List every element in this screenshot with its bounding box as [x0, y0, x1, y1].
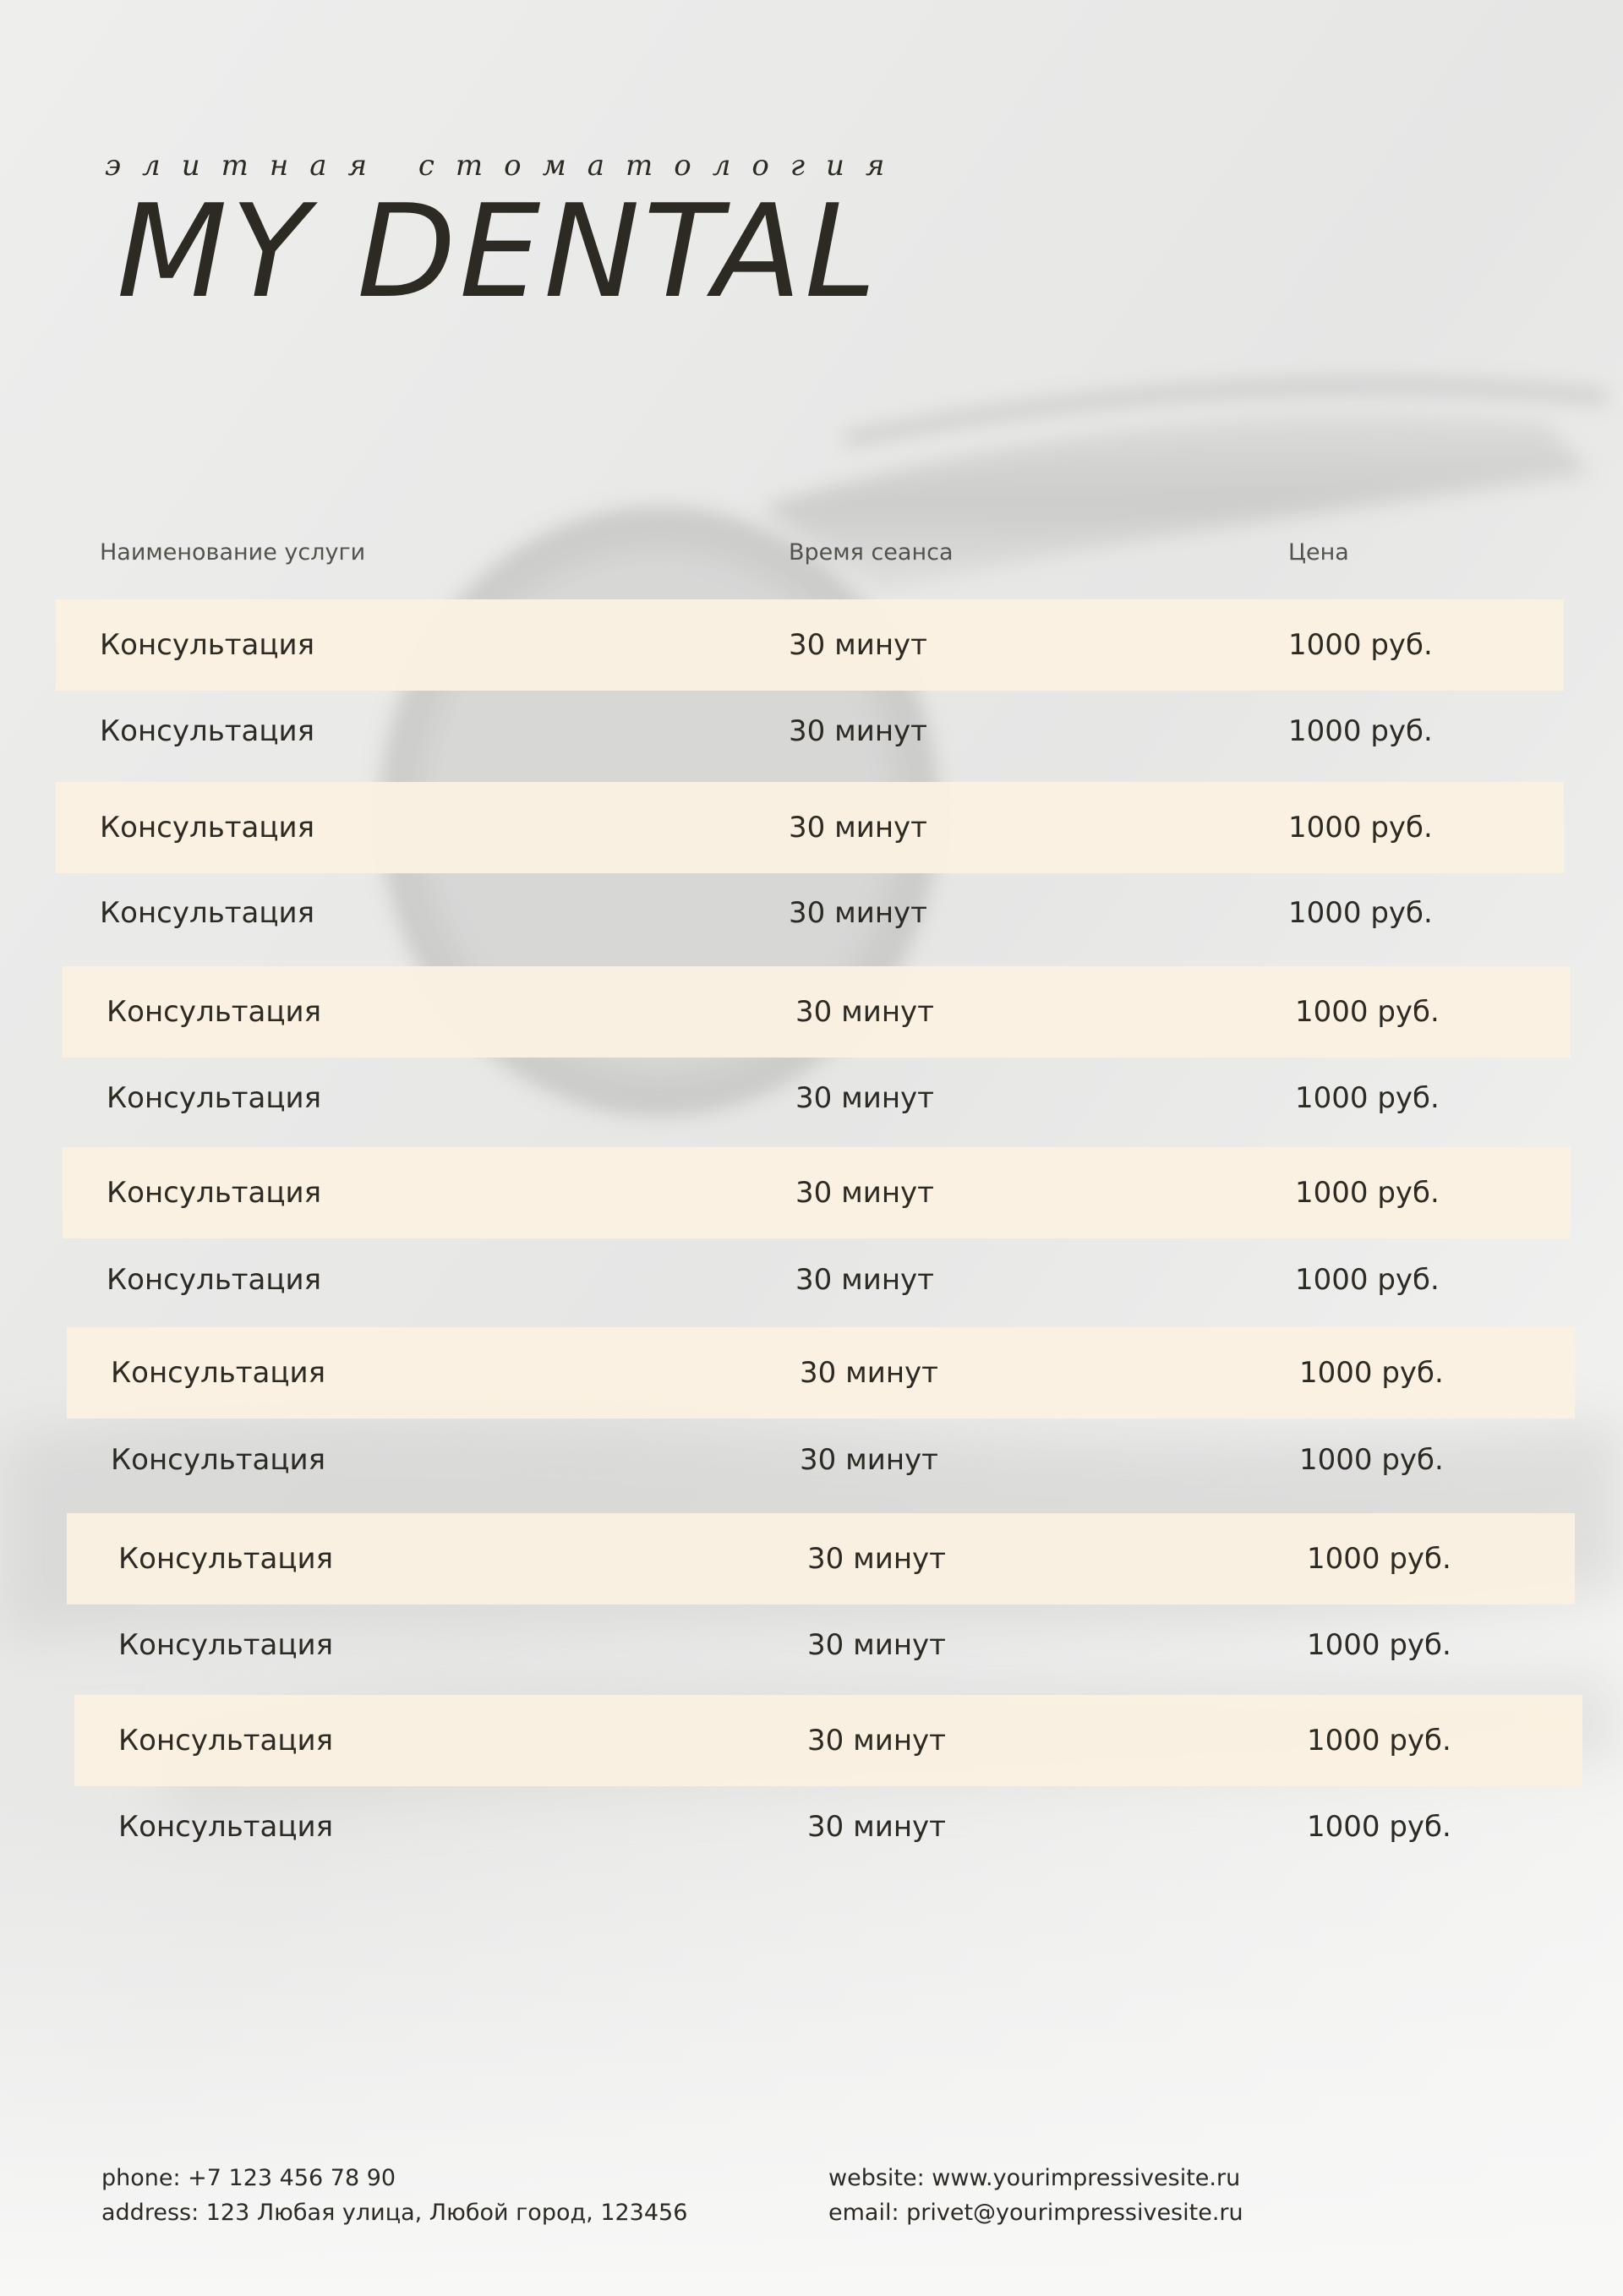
table-row [63, 1234, 1571, 1326]
table-row [74, 1695, 1582, 1786]
table-row [63, 1052, 1571, 1144]
table-row [63, 966, 1571, 1058]
service-name: Консультация [118, 1724, 334, 1758]
table-row [67, 1327, 1575, 1419]
table-row [63, 1147, 1571, 1238]
service-name: Консультация [118, 1628, 334, 1662]
service-duration: 30 минут [800, 1356, 938, 1390]
service-price: 1000 руб. [1288, 628, 1433, 662]
service-name: Консультация [107, 1081, 322, 1115]
service-name: Консультация [107, 995, 322, 1029]
service-price: 1000 руб. [1288, 714, 1433, 748]
service-price: 1000 руб. [1295, 1263, 1440, 1297]
service-price: 1000 руб. [1288, 811, 1433, 845]
service-price: 1000 руб. [1307, 1542, 1451, 1576]
table-row [74, 1781, 1582, 1872]
service-price: 1000 руб. [1299, 1356, 1444, 1390]
footer-email: email: privet@yourimpressivesite.ru [828, 2200, 1243, 2226]
service-duration: 30 минут [789, 896, 927, 930]
service-name: Консультация [107, 1263, 322, 1297]
service-duration: 30 минут [807, 1542, 946, 1576]
table-row [56, 599, 1564, 691]
service-price: 1000 руб. [1307, 1724, 1451, 1758]
service-price: 1000 руб. [1307, 1810, 1451, 1844]
service-duration: 30 минут [789, 714, 927, 748]
service-duration: 30 минут [807, 1724, 946, 1758]
service-duration: 30 минут [789, 628, 927, 662]
table-row [56, 867, 1564, 959]
service-name: Консультация [118, 1542, 334, 1576]
service-price: 1000 руб. [1288, 896, 1433, 930]
column-header-service: Наименование услуги [100, 539, 366, 566]
table-row [67, 1599, 1575, 1691]
column-header-duration: Время сеанса [789, 539, 954, 566]
brand-subtitle: элитная стоматология [105, 149, 906, 183]
service-price: 1000 руб. [1295, 995, 1440, 1029]
service-name: Консультация [100, 811, 315, 845]
service-name: Консультация [100, 896, 315, 930]
brand-title: MY DENTAL [117, 177, 880, 326]
service-name: Консультация [107, 1176, 322, 1210]
service-name: Консультация [111, 1356, 326, 1390]
footer-phone: phone: +7 123 456 78 90 [101, 2165, 396, 2191]
footer-website: website: www.yourimpressivesite.ru [828, 2165, 1241, 2191]
service-duration: 30 минут [795, 995, 934, 1029]
service-duration: 30 минут [795, 1081, 934, 1115]
service-price: 1000 руб. [1299, 1443, 1444, 1477]
service-name: Консультация [100, 714, 315, 748]
service-duration: 30 минут [800, 1443, 938, 1477]
service-duration: 30 минут [795, 1176, 934, 1210]
service-name: Консультация [118, 1810, 334, 1844]
footer-address: address: 123 Любая улица, Любой город, 123456 [101, 2200, 688, 2226]
service-price: 1000 руб. [1307, 1628, 1451, 1662]
service-name: Консультация [111, 1443, 326, 1477]
service-name: Консультация [100, 628, 315, 662]
service-duration: 30 минут [807, 1628, 946, 1662]
service-price: 1000 руб. [1295, 1176, 1440, 1210]
service-duration: 30 минут [807, 1810, 946, 1844]
table-row [56, 686, 1564, 777]
table-row [56, 782, 1564, 873]
table-row [67, 1513, 1575, 1604]
service-duration: 30 минут [789, 811, 927, 845]
service-duration: 30 минут [795, 1263, 934, 1297]
table-row [67, 1414, 1575, 1506]
service-price: 1000 руб. [1295, 1081, 1440, 1115]
column-header-price: Цена [1288, 539, 1349, 566]
